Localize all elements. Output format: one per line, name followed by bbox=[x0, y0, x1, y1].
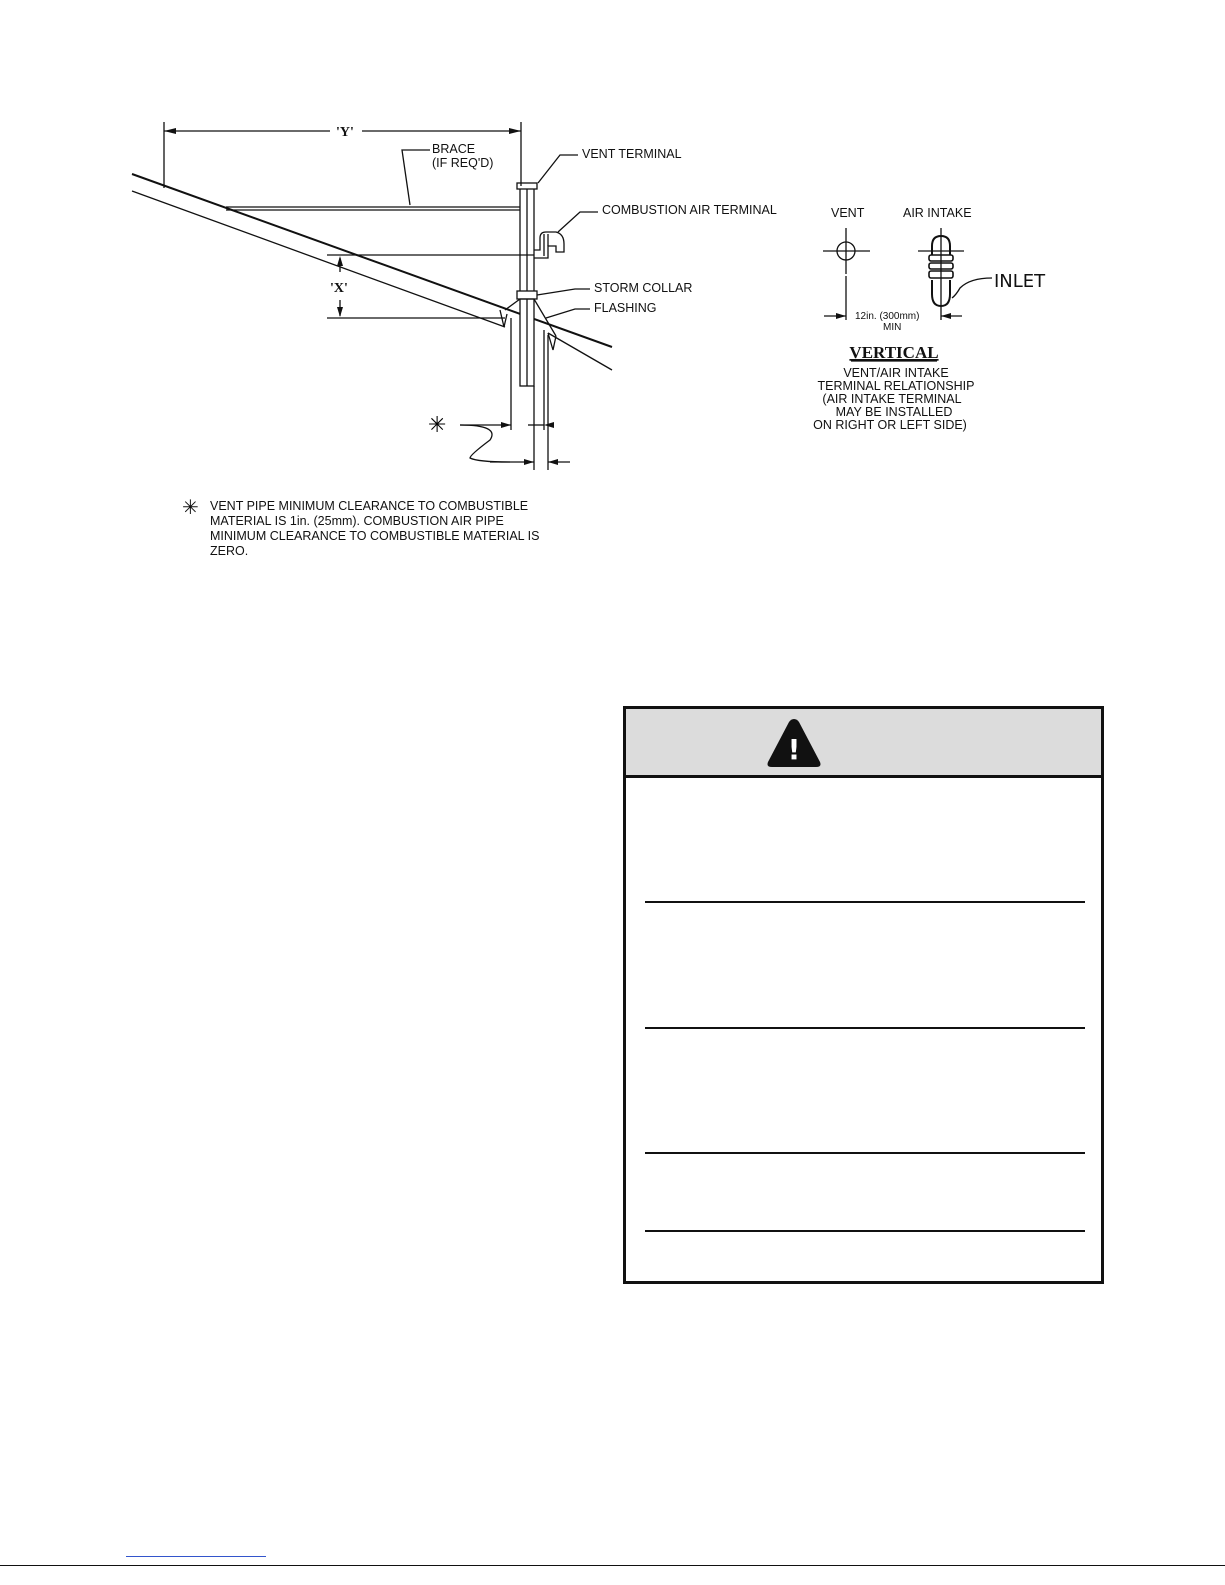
caption-line: TERMINAL RELATIONSHIP bbox=[817, 379, 975, 393]
clearance-note-text: VENT PIPE MINIMUM CLEARANCE TO COMBUSTIBLE MATERIAL IS 1in. (25mm). COMBUSTION AIR PIPE MINIMUM CLEARANCE TO COMBUSTIBLE MATERIAL IS ZERO. bbox=[210, 499, 540, 558]
brace-label: BRACE bbox=[432, 142, 476, 156]
brace bbox=[226, 207, 520, 210]
footer-link-underline bbox=[126, 1556, 266, 1557]
spacing-min-label: MIN bbox=[883, 322, 902, 333]
warning-triangle-icon bbox=[766, 717, 822, 769]
y-dimension-label: 'Y' bbox=[336, 125, 354, 140]
caption-line: MAY BE INSTALLED bbox=[835, 405, 953, 419]
caption-line: ON RIGHT OR LEFT SIDE) bbox=[813, 418, 967, 432]
vent-pipe bbox=[517, 183, 537, 386]
warning-divider bbox=[645, 1230, 1085, 1232]
warning-divider bbox=[645, 901, 1085, 903]
clearance-dimension bbox=[460, 422, 570, 465]
storm-collar-label: STORM COLLAR bbox=[594, 281, 693, 295]
asterisk-icon: ✳ bbox=[182, 497, 199, 519]
spacing-label: 12in. (300mm) bbox=[855, 311, 920, 322]
vent-symbol-icon bbox=[823, 228, 870, 274]
x-dimension-label: 'X' bbox=[330, 281, 348, 296]
vent-label: VENT bbox=[831, 206, 865, 220]
exclamation-mark: ! bbox=[787, 733, 801, 766]
warning-divider bbox=[645, 1027, 1085, 1029]
air-intake-symbol-icon bbox=[918, 228, 992, 312]
combustion-air-terminal bbox=[534, 232, 564, 258]
combustion-air-terminal-label: COMBUSTION AIR TERMINAL bbox=[602, 203, 777, 217]
warning-box bbox=[623, 706, 1104, 1284]
footer-rule bbox=[0, 1565, 1225, 1566]
vertical-title: VERTICAL bbox=[849, 343, 939, 362]
air-intake-label: AIR INTAKE bbox=[903, 206, 972, 220]
caption-line: (AIR INTAKE TERMINAL bbox=[822, 392, 962, 406]
warning-divider bbox=[645, 1152, 1085, 1154]
flashing-label: FLASHING bbox=[594, 301, 657, 315]
warning-header bbox=[626, 709, 1101, 778]
caption-line: VENT/AIR INTAKE bbox=[843, 366, 949, 380]
brace-note-label: (IF REQ'D) bbox=[432, 156, 494, 170]
clearance-asterisk-icon: ✳ bbox=[428, 413, 447, 438]
roof bbox=[132, 174, 612, 370]
vent-terminal-label: VENT TERMINAL bbox=[582, 147, 682, 161]
inlet-label: INLET bbox=[994, 271, 1046, 292]
terminal-relationship bbox=[813, 206, 1046, 432]
leader-lines bbox=[402, 150, 598, 318]
